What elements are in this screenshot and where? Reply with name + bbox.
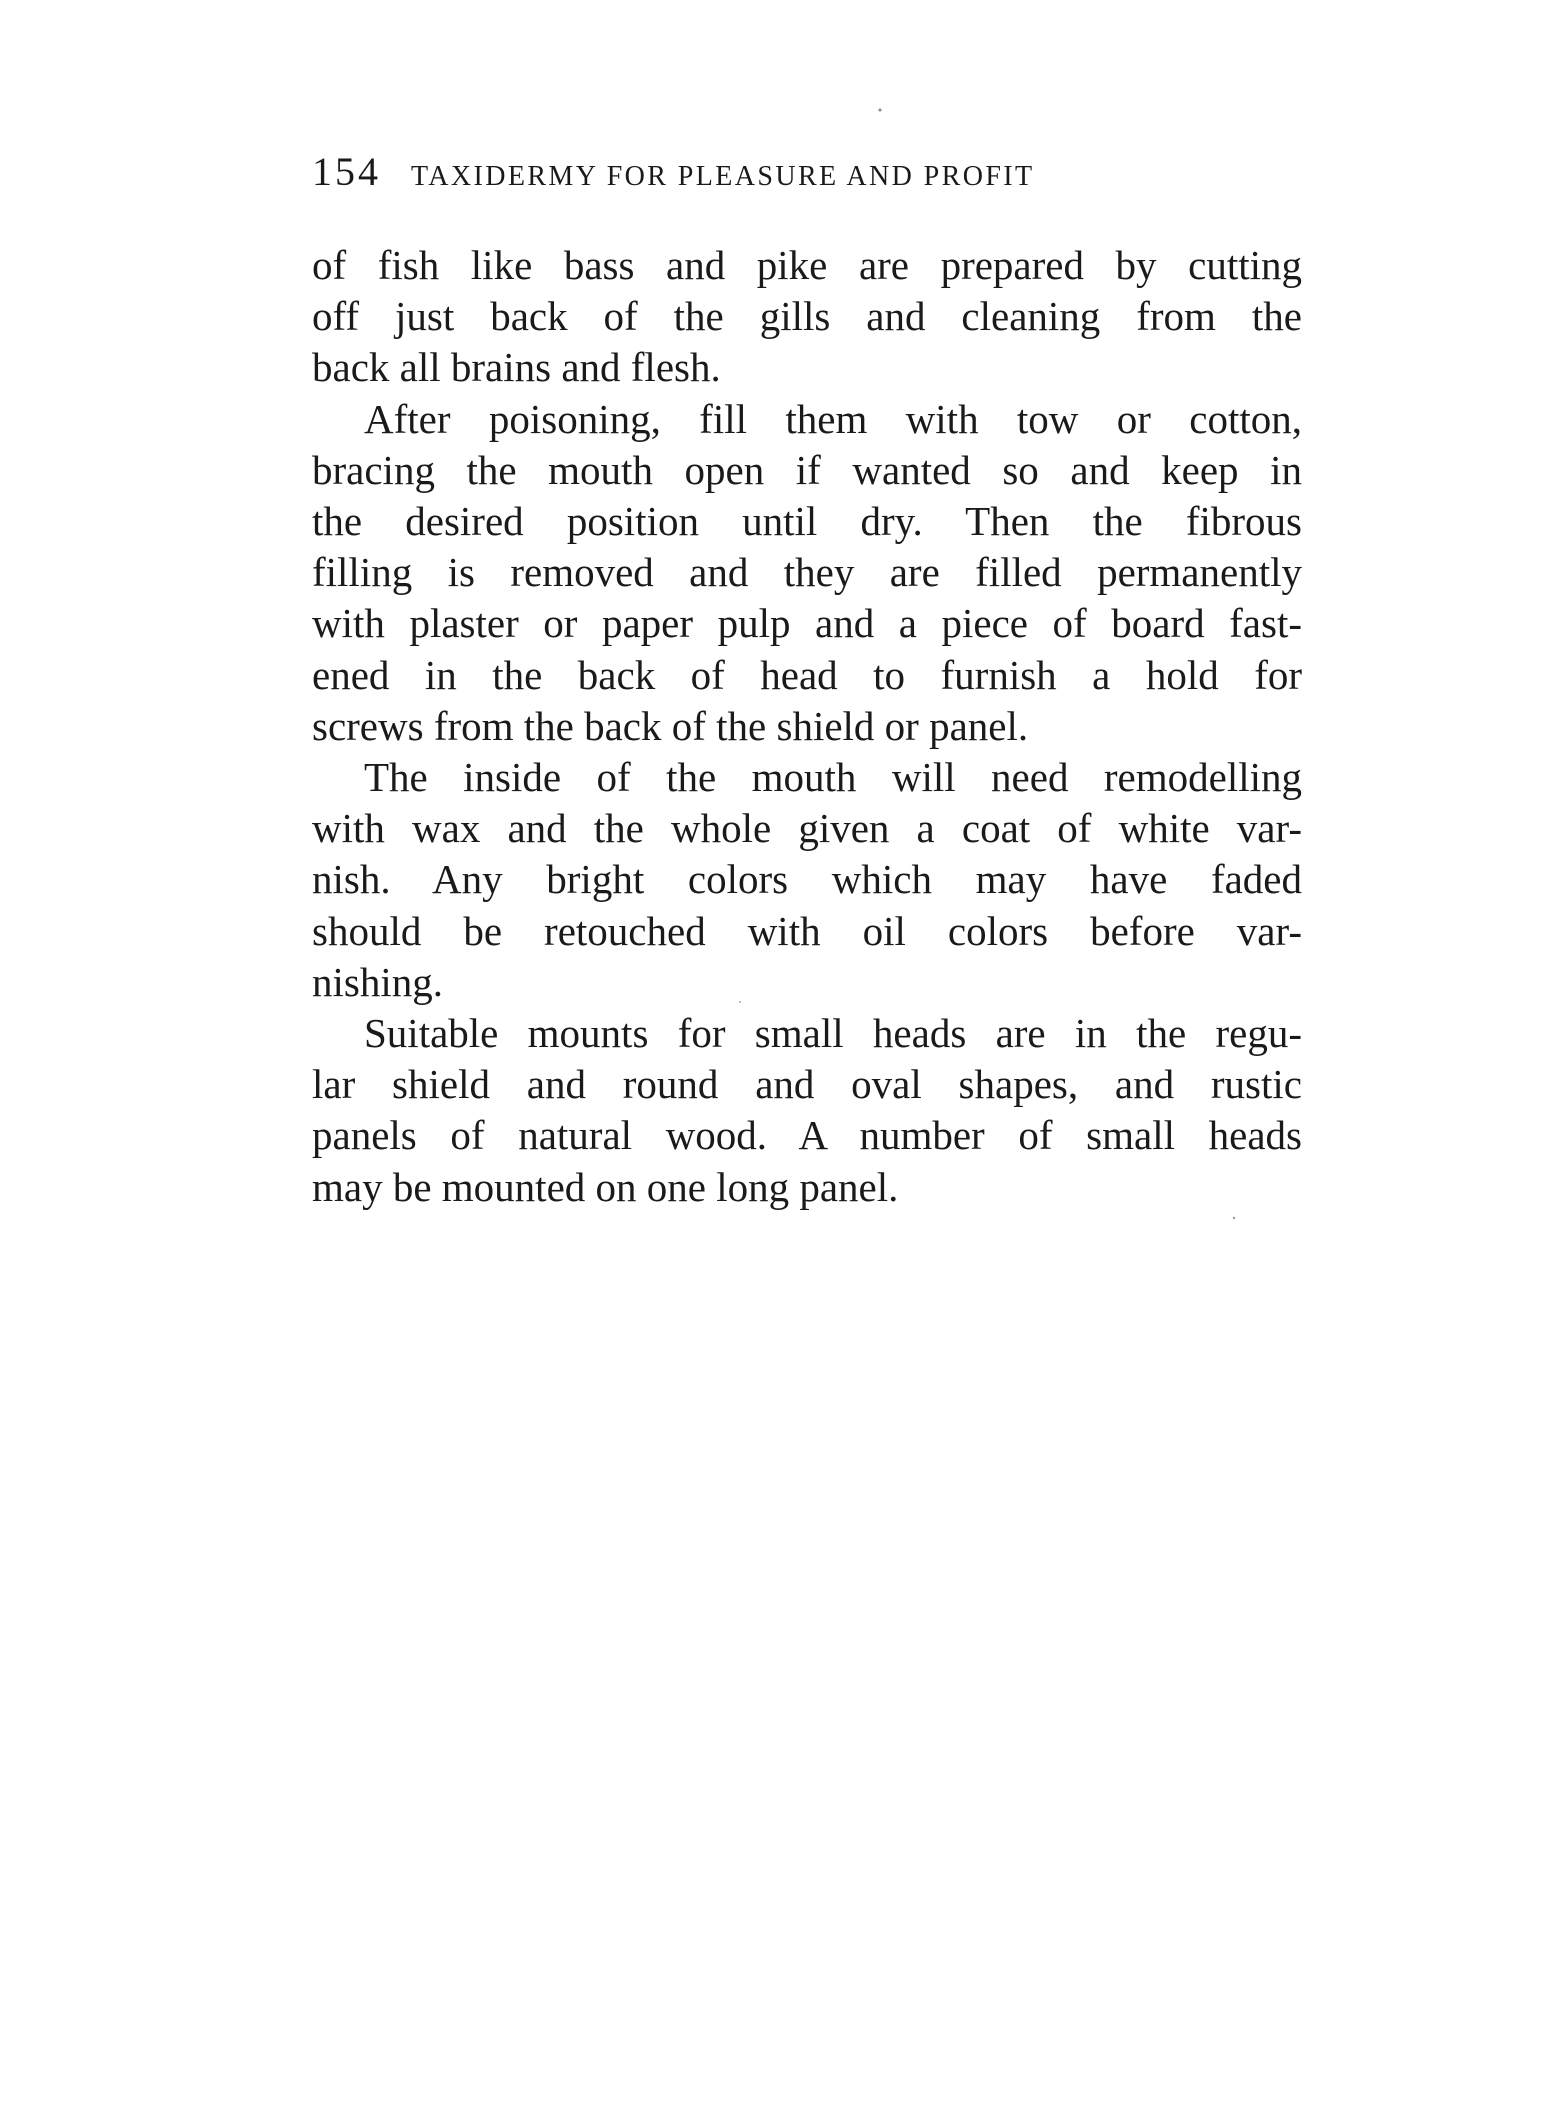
text-line: should be retouched with oil colors before var- (312, 907, 1302, 954)
text-line: The inside of the mouth will need remodelling (364, 754, 1302, 801)
text-line: Suitable mounts for small heads are in the regu- (364, 1010, 1302, 1057)
text-line: bracing the mouth open if wanted so and keep in (312, 446, 1302, 493)
text-line: the desired position until dry. Then the fibrous (312, 498, 1302, 545)
text-line: with plaster or paper pulp and a piece of board fast- (312, 600, 1302, 647)
text-line: After poisoning, fill them with tow or cotton, (364, 395, 1302, 442)
text-line: ened in the back of head to furnish a hold for (312, 651, 1302, 698)
text-line: nishing. (312, 958, 443, 1005)
text-line: panels of natural wood. A number of small heads (312, 1112, 1302, 1159)
text-line: with wax and the whole given a coat of white var- (312, 805, 1302, 852)
page-number: 154 (312, 149, 381, 194)
running-title: TAXIDERMY FOR PLEASURE AND PROFIT (411, 161, 1035, 192)
text-line: screws from the back of the shield or panel. (312, 702, 1029, 749)
text-line: lar shield and round and oval shapes, and rustic (312, 1061, 1302, 1108)
text-line: back all brains and flesh. (312, 344, 721, 391)
text-line: of fish like bass and pike are prepared by cutting (312, 242, 1302, 288)
text-line: off just back of the gills and cleaning from the (312, 293, 1302, 340)
text-line: filling is removed and they are filled permanently (312, 549, 1302, 596)
text-line: may be mounted on one long panel. (312, 1163, 899, 1210)
text-line: nish. Any bright colors which may have faded (312, 856, 1302, 903)
